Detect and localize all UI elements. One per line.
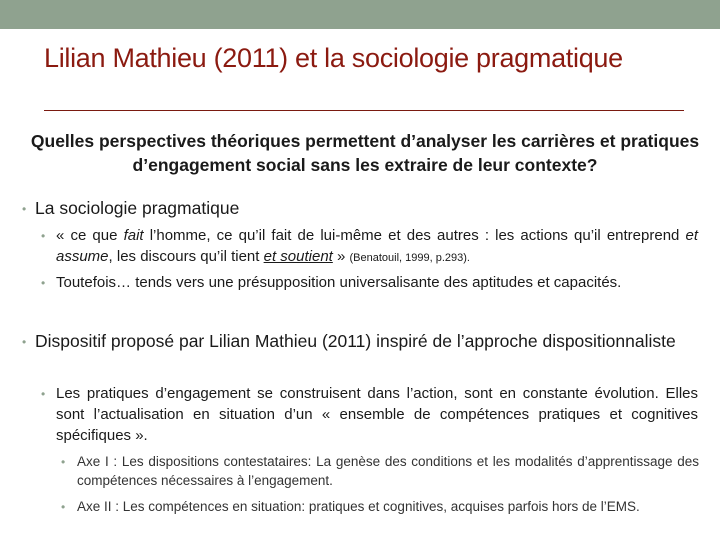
bullet-dot: • bbox=[61, 500, 66, 514]
bullet-dispositif: Dispositif proposé par Lilian Mathieu (2011) inspiré de l’approche dispositionnaliste bbox=[35, 331, 676, 351]
bullet-pratiques-engagement: Les pratiques d’engagement se construisent dans l’action, sont en constante évolution. Elles sont l’actualisation en situation d’un « ensemble de compétences pratiques et cognitives spécifiques ». bbox=[56, 385, 698, 444]
bullet-axe-1: Axe I : Les dispositions contestataires: La genèse des conditions et les modalités d’apprentissage des compétences nécessaires à l’engagement. bbox=[77, 454, 699, 488]
citation: (Benatouil, 1999, p.293). bbox=[349, 252, 470, 264]
bullet-axe-2: Axe II : Les compétences en situation: pratiques et cognitives, acquises parfois hors de l’EMS. bbox=[77, 499, 640, 514]
bullet-dot: • bbox=[41, 229, 46, 243]
bullet-quote-benatouil: « ce que fait l’homme, ce qu’il fait de lui-même et des autres : les actions qu’il entreprend et assume, les discours qu’il tient et soutient » (Benatouil, 1999, p.293). bbox=[56, 227, 699, 265]
bullet-dot: • bbox=[41, 387, 46, 401]
bullet-toutefois: Toutefois… tends vers une présupposition universalisante des aptitudes et capacités. bbox=[56, 274, 622, 291]
bullet-dot: • bbox=[22, 202, 27, 216]
bullet-dot: • bbox=[41, 276, 46, 290]
title-divider bbox=[44, 110, 684, 111]
top-bar bbox=[0, 0, 720, 29]
bullet-dot: • bbox=[22, 335, 27, 349]
bullet-pragmatic-sociology: La sociologie pragmatique bbox=[35, 198, 240, 218]
bullet-dot: • bbox=[61, 455, 66, 469]
research-question: Quelles perspectives théoriques permettent d’analyser les carrières et pratiques d’engagement social sans les extraire de leur contexte? bbox=[30, 131, 700, 175]
slide-title: Lilian Mathieu (2011) et la sociologie pragmatique bbox=[44, 43, 623, 73]
